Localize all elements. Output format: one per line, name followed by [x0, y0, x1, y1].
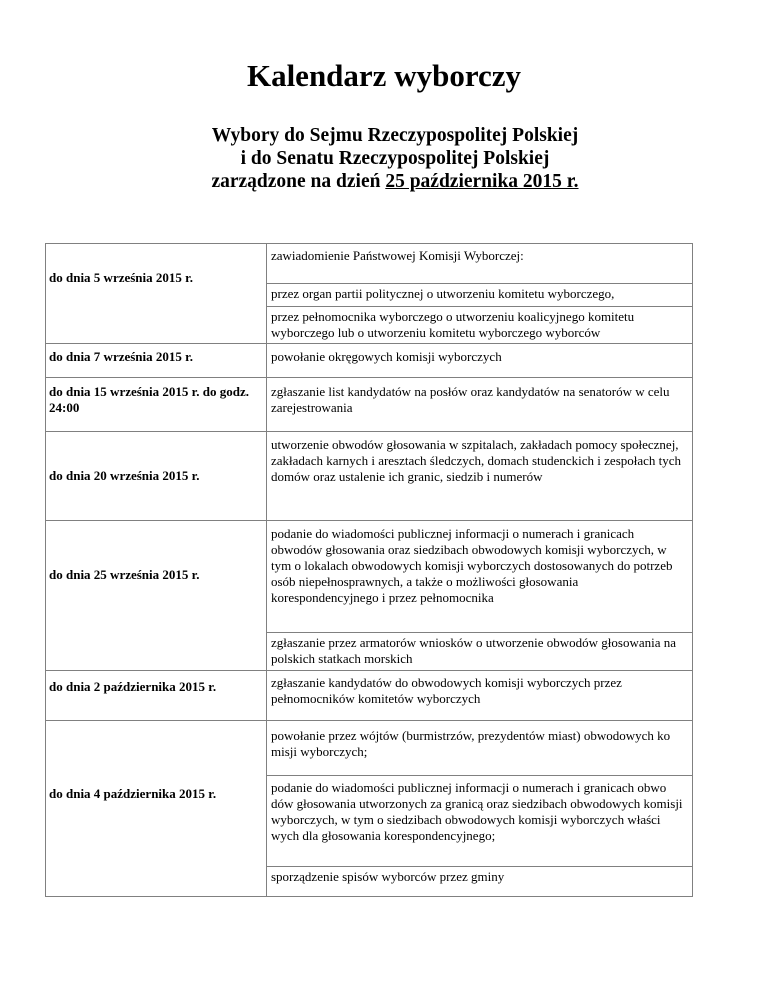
date-cell: do dnia 4 października 2015 r. — [46, 721, 267, 897]
page-title: Kalendarz wyborczy — [246, 58, 522, 93]
description-cell: podanie do wiadomości publicznej informacji o numerach i granicach obwo dów głosowania utworzonych za granicą oraz siedzibach obwodowych komisji wyborczych, w tym o siedzibach obwodowych komisji wyborczych właści wych dla głosowania korespondencyjnego; — [267, 776, 693, 867]
description-cell: sporządzenie spisów wyborców przez gminy — [267, 867, 693, 897]
description-cell: zawiadomienie Państwowej Komisji Wyborczej: — [267, 244, 693, 284]
description-cell: zgłaszanie kandydatów do obwodowych komisji wyborczych przez pełnomocników komitetów wyborczych — [267, 671, 693, 721]
subtitle-line-1: Wybory do Sejmu Rzeczypospolitej Polskiej — [211, 125, 579, 146]
date-cell: do dnia 15 września 2015 r. do godz. 24:00 — [46, 378, 267, 432]
description-cell: przez organ partii politycznej o utworzeniu komitetu wyborczego, — [267, 284, 693, 307]
description-cell: utworzenie obwodów głosowania w szpitalach, zakładach pomocy społecznej, zakładach karnych i aresztach śledczych, domach studenckich i zespołach tych domów oraz ustalenie ich granic, siedzib i numerów — [267, 432, 693, 521]
election-calendar-table — [45, 243, 693, 897]
date-cell: do dnia 5 września 2015 r. — [46, 244, 267, 344]
date-cell: do dnia 7 września 2015 r. — [46, 344, 267, 378]
description-cell: podanie do wiadomości publicznej informacji o numerach i granicach obwodów głosowania oraz siedzibach obwodowych komisji wyborczych, w tym o lokalach obwodowych komisji wyborczych dostosowanych do potrzeb osób niepełnosprawnych, a także o możliwości głosowania korespondencyjnego i przez pełnomocnika — [267, 521, 693, 633]
description-cell: przez pełnomocnika wyborczego o utworzeniu koalicyjnego komitetu wyborczego lub o utworzeniu komitetu wyborczego wyborców — [267, 307, 693, 344]
table-row — [46, 244, 693, 284]
election-date: 25 października 2015 r. — [385, 171, 579, 192]
description-cell: powołanie przez wójtów (burmistrzów, prezydentów miast) obwodowych ko misji wyborczych; — [267, 721, 693, 776]
table-row — [46, 521, 693, 633]
table-row — [46, 432, 693, 521]
description-cell: powołanie okręgowych komisji wyborczych — [267, 344, 693, 378]
table-row — [46, 344, 693, 378]
table-row — [46, 671, 693, 721]
date-cell: do dnia 20 września 2015 r. — [46, 432, 267, 521]
subtitle — [0, 124, 768, 193]
subtitle-prefix: zarządzone na dzień — [211, 171, 386, 192]
description-cell: zgłaszanie przez armatorów wniosków o utworzenie obwodów głosowania na polskich statkach morskich — [267, 633, 693, 671]
table-row — [46, 721, 693, 776]
subtitle-line-2: i do Senatu Rzeczypospolitej Polskiej — [240, 148, 550, 169]
date-cell: do dnia 2 października 2015 r. — [46, 671, 267, 721]
description-cell: zgłaszanie list kandydatów na posłów oraz kandydatów na senatorów w celu zarejestrowania — [267, 378, 693, 432]
date-cell: do dnia 25 września 2015 r. — [46, 521, 267, 671]
subtitle-line-3 — [0, 170, 768, 193]
table-row — [46, 378, 693, 432]
